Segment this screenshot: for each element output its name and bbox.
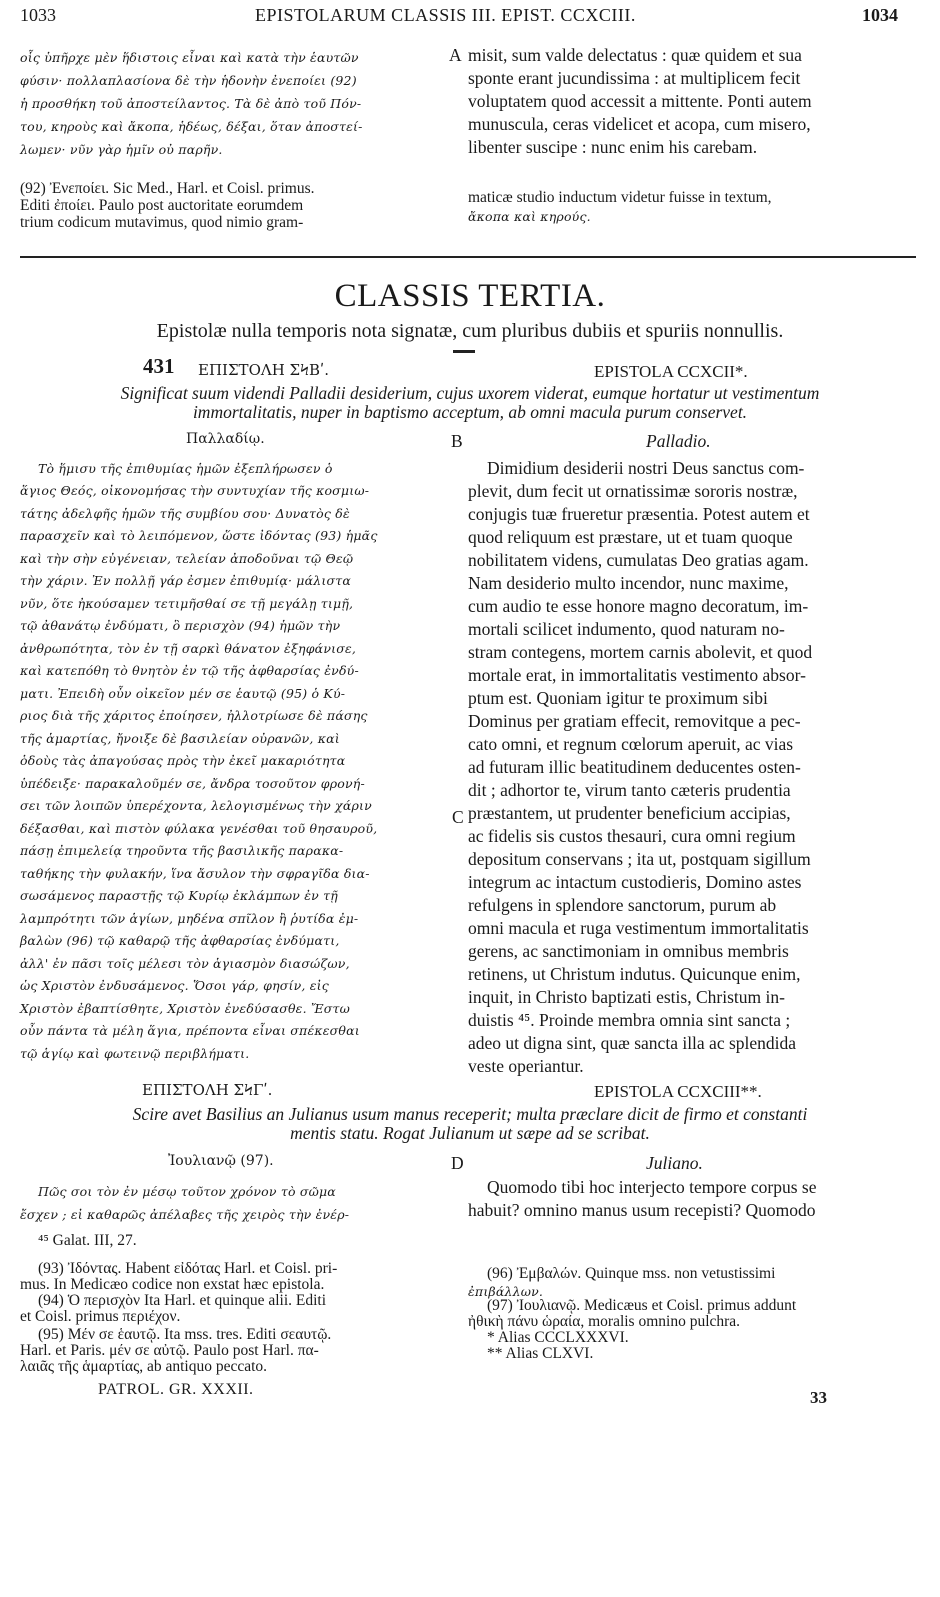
note-line: Harl. et Paris. μέν σε αὐτῷ. Paulo post Harl. πα- <box>20 1342 319 1359</box>
greek-line: σωσάμενος παραστῇς τῷ Κυρίῳ ἐκλάμπων ἐν τῇ <box>20 888 338 903</box>
summary-line: Significat suum videndi Palladii desiderium, cujus uxorem viderat, eumque hortatur ut vestimentum <box>120 383 820 403</box>
greek-line: τάτης ἀδελφῆς ἡμῶν τῆς συμβίου σου· Δυνατὸς δὲ <box>20 506 350 521</box>
summary-line: mentis statu. Rogat Julianum ut sæpe ad se scribat. <box>290 1123 650 1143</box>
greek-line: νῦν, ὅτε ἠκούσαμεν τετιμῆσθαί σε τῇ μεγάλῃ τιμῇ, <box>20 596 354 611</box>
greek-line: οὖν πάντα τὰ μέλη ἅγια, πρέποντα εἶναι σπέκεσθαι <box>20 1023 360 1038</box>
greek-line: παρασχεῖν καὶ τὸ λειπόμενον, ὥστε ἰδόντας (93) ἡμᾶς <box>20 528 378 543</box>
greek-line: Τὸ ἥμισυ τῆς ἐπιθυμίας ἡμῶν ἐξεπλήρωσεν ὁ <box>38 461 333 476</box>
greek-line: τῆς ἁμαρτίας, ἤνοιξε δὲ βασιλείαν οὐρανῶν, καὶ <box>20 731 340 746</box>
margin-marker-b: B <box>451 431 463 451</box>
greek-line: ματι. Ἐπειδὴ οὖν οἰκεῖον μέν σε ἑαυτῷ (95) ὁ Κύ- <box>20 686 346 701</box>
latin-line: mortale erat, in immortalitatis vestimento absor- <box>468 665 806 685</box>
latin-line: voluptatem quod accessit a mittente. Ponti autem <box>468 91 812 111</box>
latin-line: retinens, ut Christum indutus. Quicunque enim, <box>468 964 801 984</box>
latin-line: habuit? omnino manus usum recepisti? Quomodo <box>468 1200 816 1220</box>
latin-line: misit, sum valde delectatus : quæ quidem et sua <box>468 45 802 65</box>
greek-line: καὶ τὴν σὴν εὐγένειαν, τελείαν ἀποδοῦναι τῷ Θεῷ <box>20 551 354 566</box>
greek-line: ἔσχεν ; εἰ καθαρῶς ἀπέλαβες τῆς χειρὸς τὴν ἐνέρ- <box>20 1207 350 1222</box>
latin-line: nobilitatem videns, cumulatas Deo gratias agam. <box>468 550 809 570</box>
greek-line: ὁδοὺς τὰς ἀπαγούσας πρὸς τὴν ἐκεῖ μακαριότητα <box>20 753 346 768</box>
note-line: maticæ studio inductum videtur fuisse in textum, <box>468 189 772 206</box>
note-line: (95) Μέν σε ἑαυτῷ. Ita mss. tres. Editi σεαυτῷ. <box>38 1326 332 1343</box>
short-rule <box>453 350 475 353</box>
latin-heading: EPISTOLA CCXCIII**. <box>594 1082 762 1101</box>
greek-line: πάσῃ ἐπιμελείᾳ τηροῦντα τῆς βασιλικῆς παρακα- <box>20 843 344 858</box>
greek-line: φύσιν· πολλαπλασίονα δὲ τὴν ἡδονὴν ἐνεποίει (92) <box>20 73 357 88</box>
greek-line: τῷ ἀθανάτῳ ἐνδύματι, ὃ περισχὸν (94) ἡμῶν τὴν <box>20 618 341 633</box>
note-line: mus. In Medicæo codice non exstat hæc epistola. <box>20 1276 325 1293</box>
latin-line: dit ; adhortor te, virum tanto cæteris prudentia <box>468 780 791 800</box>
greek-line: δέξασθαι, καὶ πιστὸν φύλακα γενέσθαι τοῦ θησαυροῦ, <box>20 821 378 836</box>
note-line: (93) Ἰδόντας. Habent εἰδότας Harl. et Coisl. pri- <box>38 1260 338 1277</box>
greek-addressee: Ἰουλιανῷ (97). <box>168 1153 274 1169</box>
column-number-right: 1034 <box>862 5 898 25</box>
greek-line: τῷ ἁγίῳ καὶ φωτεινῷ περιβλήματι. <box>20 1046 250 1061</box>
latin-addressee: Juliano. <box>646 1153 703 1173</box>
greek-line: ἡ προσθήκη τοῦ ἀποστείλαντος. Τὰ δὲ ἀπὸ τοῦ Πόν- <box>20 96 362 111</box>
latin-line: integrum ac intactum custodieris, Domino astes <box>468 872 802 892</box>
latin-line: ptum est. Quoniam igitur te proximum sibi <box>468 688 768 708</box>
latin-line: mortali scilicet indumento, quod naturam no- <box>468 619 785 639</box>
latin-line: gerens, ac sanctimoniam in omnibus membris <box>468 941 789 961</box>
greek-line: βαλὼν (96) τῷ καθαρῷ τῆς ἀφθαρσίας ἐνδύματι, <box>20 933 340 948</box>
latin-line: Dimidium desiderii nostri Deus sanctus com- <box>487 458 805 478</box>
summary-line: immortalitatis, nuper in baptismo acceptum, ab omni macula purum conservet. <box>192 402 748 422</box>
greek-line: σει τῶν λοιπῶν ὑπερέχοντα, λελογισμένως τὴν χάριν <box>20 798 372 813</box>
latin-line: duistis ⁴⁵. Proinde membra omnia sint sancta ; <box>468 1010 791 1030</box>
section-divider <box>20 256 916 258</box>
note-line: et Coisl. primus περιέχον. <box>20 1308 181 1325</box>
greek-line: λωμεν· νῦν γὰρ ἡμῖν οὐ παρῆν. <box>20 142 223 157</box>
latin-line: Nam desiderio multo incendor, nunc maxime, <box>468 573 789 593</box>
greek-line: Χριστὸν ἐβαπτίσθητε, Χριστὸν ἐνεδύσασθε. Ἔστω <box>20 1001 350 1016</box>
greek-line: ὑπέδειξε· παρακαλοῦμέν σε, ἄνδρα τοσοῦτον φρονή- <box>20 776 365 791</box>
margin-marker-c: C <box>452 807 464 827</box>
latin-line: quod reliquum est præstare, ut et tuam quoque <box>468 527 793 547</box>
latin-heading: EPISTOLA CCXCII*. <box>594 362 748 381</box>
note-line: Editi ἐποίει. Paulo post auctoritate eorumdem <box>20 197 304 214</box>
latin-line: præstantem, ut prudenter beneficium accipias, <box>468 803 791 823</box>
note-line: λαιᾶς τῆς ἁμαρτίας, ab antiquo peccato. <box>20 1358 268 1375</box>
latin-line: Dominus per gratiam effecit, removitque a pec- <box>468 711 801 731</box>
latin-line: stram contegens, mortem carnis abolevit, et quod <box>468 642 813 662</box>
greek-line: ἅγιος Θεός, οἰκονομήσας τὴν συντυχίαν τῆς κοσμιω- <box>20 483 370 498</box>
note-line: ἠθικὴ πάνυ ὡραία, moralis omnino pulchra. <box>468 1313 741 1330</box>
latin-line: Quomodo tibi hoc interjecto tempore corpus se <box>487 1177 817 1197</box>
note-line: ** Alias CLXVI. <box>487 1345 594 1362</box>
marginal-number: 431 <box>143 354 175 378</box>
greek-line: λαμπρότητι τῶν ἁγίων, μηδένα σπῖλον ἢ ῥυτίδα ἐμ- <box>20 911 359 926</box>
greek-line: ἀνθρωπότητα, τὸν ἐν τῇ σαρκὶ θάνατον ἐξηφάνισε, <box>20 641 357 656</box>
page-number: 33 <box>810 1388 827 1407</box>
greek-line: ἀλλ' ἐν πᾶσι τοῖς μέλεσι τὸν ἁγιασμὸν διασώζων, <box>20 956 350 971</box>
classis-subtitle: Epistolæ nulla temporis nota signatæ, cum pluribus dubiis et spuriis nonnullis. <box>156 320 784 342</box>
latin-line: conjugis tuæ frueretur præsentia. Potest autem et <box>468 504 810 524</box>
latin-line: depositum conservans ; ita ut, postquam sigillum <box>468 849 811 869</box>
margin-marker-d: D <box>451 1153 464 1173</box>
note-line: (92) Ἐνεποίει. Sic Med., Harl. et Coisl. primus. <box>20 180 315 197</box>
note-line: * Alias CCCLXXXVI. <box>487 1329 629 1346</box>
latin-line: cum audio te esse honore magno decoratum, im- <box>468 596 809 616</box>
note-line: trium codicum mutavimus, quod nimio gram- <box>20 214 304 231</box>
greek-line: οἷς ὑπῆρχε μὲν ἥδιστοις εἶναι καὶ κατὰ τὴν ἑαυτῶν <box>20 50 359 65</box>
scripture-footnote: ⁴⁵ Galat. III, 27. <box>38 1232 137 1249</box>
note-line: ἐπιβάλλων. <box>468 1284 544 1299</box>
latin-line: inquit, in Christo baptizati estis, Christum in- <box>468 987 785 1007</box>
latin-line: munuscula, ceras videlicet et acopa, cum misero, <box>468 114 811 134</box>
volume-signature: PATROL. GR. XXXII. <box>98 1381 254 1398</box>
latin-line: omni macula et ruga vestimentum immortalitatis <box>468 918 809 938</box>
greek-line: Πῶς σοι τὸν ἐν μέσῳ τοῦτον χρόνον τὸ σῶμα <box>38 1184 336 1199</box>
greek-line: ὡς Χριστὸν ἐνδυσάμενος. Ὅσοι γάρ, φησίν, εἰς <box>20 978 329 993</box>
summary-line: Scire avet Basilius an Julianus usum manus receperit; multa præclare dicit de firmo et constanti <box>132 1104 808 1124</box>
column-number-left: 1033 <box>20 5 56 25</box>
latin-line: plevit, dum fecit ut ornatissimæ sororis nostræ, <box>468 481 798 501</box>
greek-line: καὶ κατεπόθη τὸ θνητὸν ἐν τῷ τῆς ἀφθαρσίας ἐνδύ- <box>20 663 359 678</box>
note-line: ἄκοπα καὶ κηρούς. <box>468 209 591 224</box>
latin-line: veste operiantur. <box>468 1056 584 1076</box>
classis-title: CLASSIS TERTIA. <box>334 278 606 314</box>
latin-line: ac fidelis sis custos thesauri, cura omni regium <box>468 826 796 846</box>
latin-line: ad futuram illic beatitudinem deducentes osten- <box>468 757 801 777</box>
greek-addressee: Παλλαδίῳ. <box>186 431 265 447</box>
latin-line: refulgens in splendore sanctorum, purum ab <box>468 895 777 915</box>
greek-line: ταθήκης τὴν φυλακήν, ἵνα ἄσυλον τὴν σφραγῖδα δια- <box>20 866 370 881</box>
latin-line: libenter suscipe : nunc enim his carebam. <box>468 137 758 157</box>
greek-heading: ΕΠΙΣΤΟΛΗ ΣϞΒʹ. <box>198 361 329 379</box>
greek-line: ριος διὰ τῆς χάριτος ἐποίησεν, ἠλλοτρίωσε δὲ πάσης <box>20 708 368 723</box>
greek-line: τὴν χάριν. Ἐν πολλῇ γάρ ἐσμεν ἐπιθυμίᾳ· μάλιστα <box>20 573 351 588</box>
latin-line: adeo ut digna sint, quæ sancta illa ac splendida <box>468 1033 797 1053</box>
latin-line: sponte erant jucundissima : at multiplicem fecit <box>468 68 801 88</box>
latin-addressee: Palladio. <box>646 431 711 451</box>
note-line: (97) Ἰουλιανῷ. Medicæus et Coisl. primus addunt <box>487 1297 797 1314</box>
greek-line: του, κηροὺς καὶ ἄκοπα, ἡδέως, δέξαι, ὅταν ἀποστεί- <box>20 119 363 134</box>
latin-line: cato omni, et regnum cœlorum aperuit, ac vias <box>468 734 794 754</box>
greek-heading: ΕΠΙΣΤΟΛΗ ΣϞΓʹ. <box>142 1081 273 1099</box>
margin-marker-a: A <box>449 45 462 65</box>
note-line: (94) Ὁ περισχὸν Ita Harl. et quinque alii. Editi <box>38 1292 327 1309</box>
running-title: EPISTOLARUM CLASSIS III. EPIST. CCXCIII. <box>255 5 636 25</box>
note-line: (96) Ἐμβαλών. Quinque mss. non vetustissimi <box>487 1265 776 1282</box>
